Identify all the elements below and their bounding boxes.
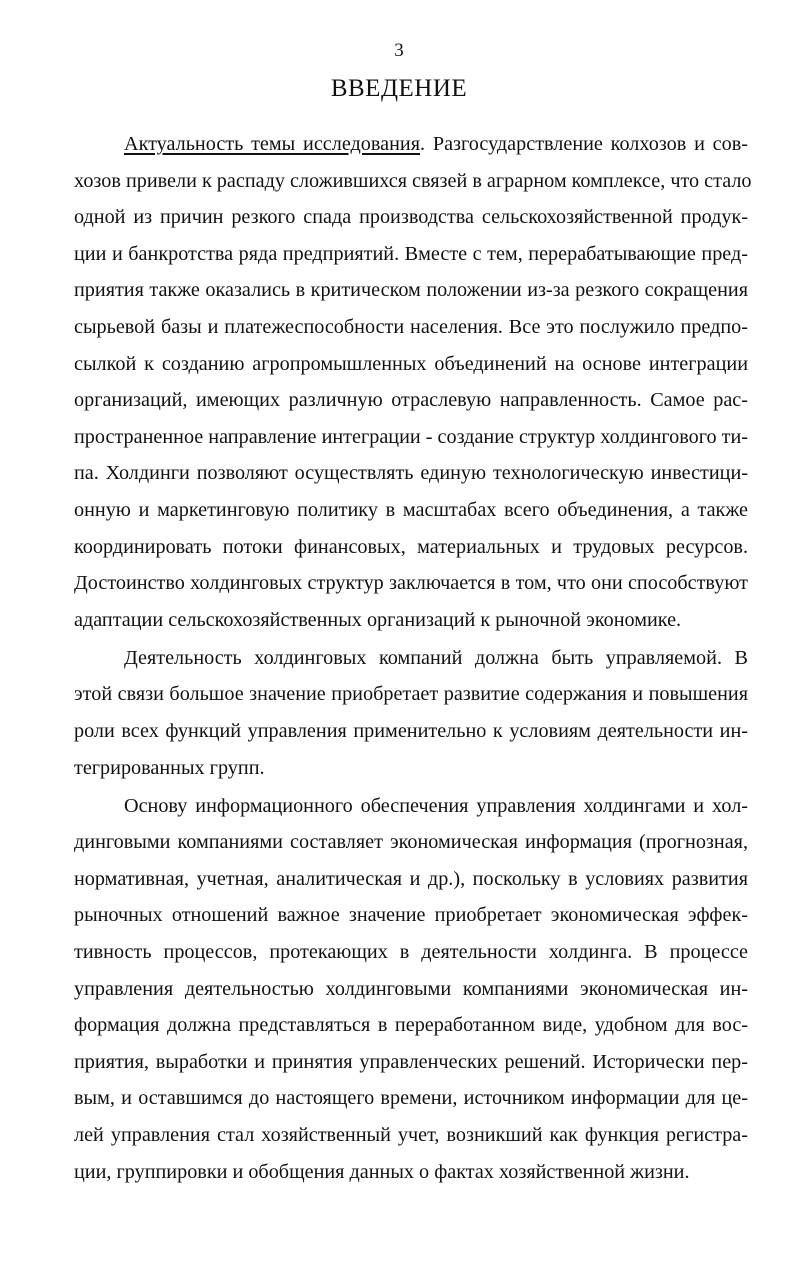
text-line: онную и маркетинговую политику в масштабах всего объединения, а также [74,498,748,521]
text-line: нормативная, учетная, аналитическая и др.), поскольку в условиях развития [74,867,748,890]
body-text [74,126,752,1192]
text-line: координировать потоки финансовых, материальных и трудовых ресурсов. [74,535,748,558]
text-line-rest: . Разгосударствление колхозов и сов- [420,133,748,155]
paragraph-information-support [74,788,748,1191]
text-line: Основу информационного обеспечения управления холдингами и хол- [124,794,748,817]
text-line: одной из причин резкого спада производства сельскохозяйственной продук- [74,206,748,229]
text-line: управления деятельностью холдинговыми компаниями экономическая ин- [74,977,748,1000]
text-line: приятия также оказались в критическом положении из-за резкого сокращения [74,279,748,302]
underlined-lead: Актуальность темы исследования [124,133,421,155]
text-line: Достоинство холдинговых структур заключается в том, что они способствуют [74,572,748,595]
text-line: лей управления стал хозяйственный учет, возникший как функция регистра- [74,1124,748,1147]
text-line: тивность процессов, протекающих в деятельности холдинга. В процессе [74,941,748,964]
text-line: ции и банкротства ряда предприятий. Вместе с тем, перерабатывающие пред- [74,242,748,265]
text-line: ции, группировки и обобщения данных о фактах хозяйственной жизни. [74,1160,690,1183]
text-line: Деятельность холдинговых компаний должна быть управляемой. В [124,646,748,669]
page-number: 3 [394,40,404,61]
text-line: этой связи большое значение приобретает развитие содержания и повышения [74,683,748,706]
text-line: вым, и оставшимся до настоящего времени, источником информации для це- [74,1087,748,1110]
text-line: сылкой к созданию агропромышленных объединений на основе интеграции [74,352,748,375]
text-line: приятия, выработки и принятия управленческих решений. Исторически пер- [74,1050,748,1073]
section-title: ВВЕДЕНИЕ [330,75,468,102]
text-line: сырьевой базы и платежеспособности населения. Все это послужило предпо- [74,315,748,338]
text-line: па. Холдинги позволяют осуществлять единую технологическую инвестици- [74,462,748,485]
text-line: тегрированных групп. [74,756,265,779]
text-line: рыночных отношений важное значение приобретает экономическая эффек- [74,904,748,927]
text-line: динговыми компаниями составляет экономическая информация (прогнозная, [74,831,748,854]
text-line: организаций, имеющих различную отраслевую направленность. Самое рас- [74,389,748,412]
text-line: пространенное направление интеграции - создание структур холдингового ти- [74,425,749,448]
paragraph-holding-management [74,640,748,786]
text-line: формация должна представляться в переработанном виде, удобном для вос- [74,1014,748,1037]
paragraph-relevance [74,126,752,638]
text-line: хозов привели к распаду сложившихся связей в аграрном комплексе, что стало [74,169,752,192]
text-line: роли всех функций управления применительно к условиям деятельности ин- [74,720,748,742]
text-line: адаптации сельскохозяйственных организаций к рыночной экономике. [74,608,682,631]
text-line [74,126,748,163]
